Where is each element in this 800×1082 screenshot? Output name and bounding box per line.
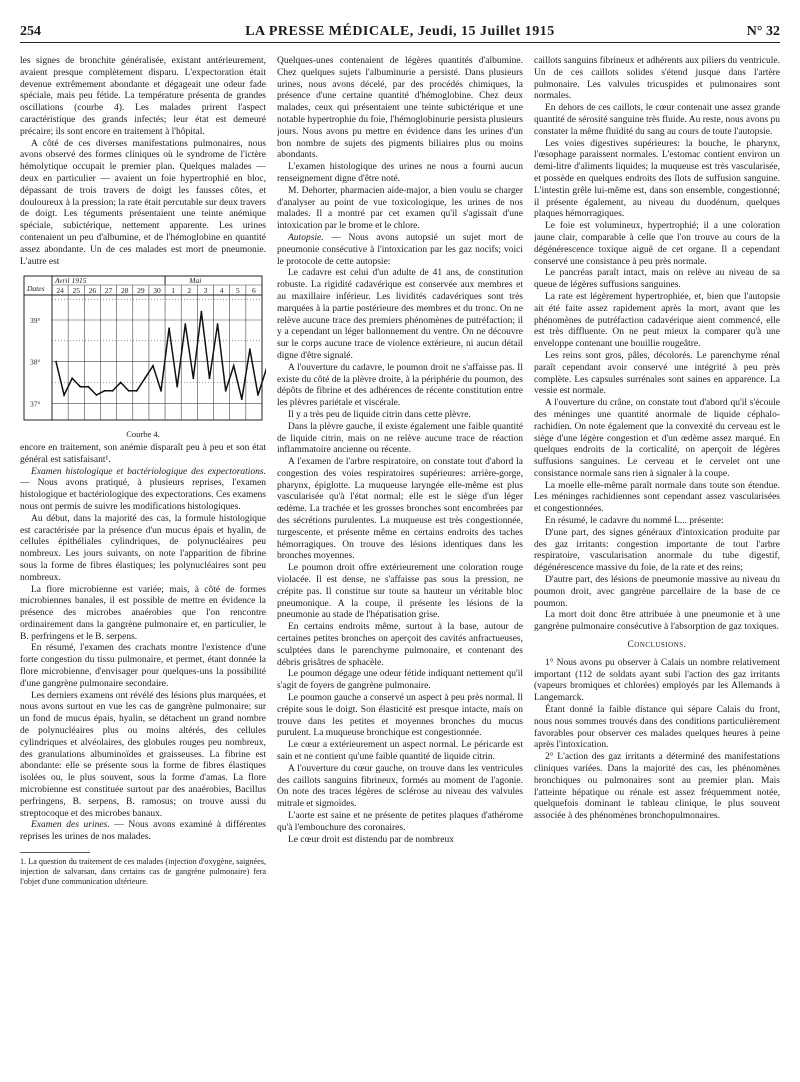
paragraph: La flore microbienne est variée; mais, à côté de formes microbiennes banales, il est possible de mettre en évidence la présence des microbes anaérobies que l'on rencontre ordinairement dans la gangrène pulmonaire et, en particulier, le B. perfringens et le B. serpens.: [20, 584, 266, 642]
temperature-point: [55, 361, 57, 363]
paragraph: A l'ouverture du crâne, on constate tout d'abord qu'il s'écoule des méninges une quantité anormale de liquide céphalo-rachidien. On note également que la convexité du cerveau est le siège d'une légère congestion et d'un œdème assez marqué. En quelques endroits de la corticalité, on aperçoit de légères suffusions sanguines. Le cerveau et le cervelet ont une consistance normale sans rien à signaler à la coupe.: [534, 398, 780, 479]
temperature-point: [128, 390, 130, 392]
temperature-tick-label: 39°: [30, 316, 41, 326]
dates-label: Dates: [27, 284, 45, 294]
paragraph: Le poumon droit offre extérieurement une coloration rouge violacée. Il est dense, ne s'affaisse pas sous la pression, ne crépite pas. Il constitue sur toute sa hauteur un véritable bloc pneumonique. A la coupe, il présente les lésions de la pneumonie au stade de l'hépatisation grise.: [277, 563, 523, 621]
temperature-point: [63, 394, 65, 396]
paragraph: Le cœur a extérieurement un aspect normal. Le péricarde est sain et ne contient qu'une faible quantité de liquide citrin.: [277, 740, 523, 763]
temperature-point: [104, 390, 106, 392]
month-label: Avril 1915: [55, 276, 87, 286]
temperature-point: [120, 382, 122, 384]
date-label: 4: [219, 286, 224, 296]
date-label: 28: [120, 286, 129, 296]
paragraph: En dehors de ces caillots, le cœur contenait une assez grande quantité de sérosité sanguine très fluide. Au reste, nous avons pu constater la même fluidité du sang au cours de toute l'autopsie.: [534, 103, 780, 137]
temperature-point: [201, 311, 203, 313]
date-label: 30: [153, 286, 161, 296]
date-label: 3: [203, 286, 208, 296]
paragraph: En résumé, le cadavre du nommé L... présente:: [545, 516, 724, 527]
paragraph: Le poumon dégage une odeur fétide indiquant nettement qu'il s'agit de foyers de gangrène pulmonaire.: [277, 669, 523, 692]
temperature-point: [96, 394, 98, 396]
page-header: [20, 24, 780, 43]
temperature-point: [257, 394, 259, 396]
column-middle: [277, 56, 523, 1076]
paragraph: Examen des urines. — Nous avons examiné à différentes reprises les urines de nos malades.: [20, 820, 266, 843]
temperature-chart: [20, 272, 266, 424]
temperature-point: [176, 386, 178, 388]
paragraph: A l'examen de l'arbre respiratoire, on constate tout d'abord la congestion des voies respiratoires supérieures: arrière-gorge, pharynx, épiglotte. La muqueuse laryngée elle-même est plus vascularisée qu'à l'état normal; elle est le siège d'un léger œdème. La trachée et les grosses bronches sont encombrées par des sécrétions purulentes. La muqueuse est très congestionnée, turgescente, et présente même en certains endroits des taches hémorragiques. On trouve des lésions identiques dans les bronches moyennes.: [277, 457, 523, 562]
temperature-tick-label: 38°: [30, 358, 41, 368]
temperature-point: [71, 378, 73, 380]
paragraph: Examen histologique et bactériologique des expectorations. — Nous avons pratiqué, à plusieurs reprises, l'examen histologique et bactériologique des expectorations. Ces examens nous ont permis de suivre les modifications histologiques.: [20, 466, 266, 512]
paragraph: En résumé, l'examen des crachats montre l'existence d'une forte congestion du tissu pulmonaire, et permet, étant donnée la flore microbienne, d'envisager pour quelques-uns la possibilité d'une gangrène pulmonaire secondaire.: [20, 643, 266, 689]
temperature-point: [225, 390, 227, 392]
chart-frame: [24, 276, 262, 420]
footnote-rule: [20, 852, 90, 853]
temperature-point: [152, 365, 154, 367]
month-label: Mai: [189, 276, 202, 286]
paragraph: encore en traitement, son anémie disparaît peu à peu et son état général est satisfaisant¹.: [20, 442, 266, 465]
temperature-point: [233, 365, 235, 367]
paragraph: D'une part, des signes généraux d'intoxication produite par des gaz irritants: congestion importante de tout l'arbre respiratoire, vascularisation anormale du tube digestif, dégénérescence massive du foie, de la rate et des reins;: [534, 527, 780, 574]
paragraph: Autopsie. — Nous avons autopsié un sujet mort de pneumonie consécutive à l'intoxication par les gaz nocifs; voici le protocole de cette autopsie:: [277, 232, 523, 267]
paragraph: Étant donné la faible distance qui sépare Calais du front, nous nous sommes trouvés dans des conditions particulièrement favorables pour observer ces malades quelques heures à peine après l'intoxication.: [534, 705, 780, 751]
paragraph: Au début, dans la majorité des cas, la formule histologique est caractérisée par la présence d'un mucus épais et hyalin, de cellules épithéliales cylindriques, de polynucléaires peu nombreux. Les jours suivants, on note l'apparition de fibrine sous la forme de fibres élastiques; les polynucléaires sont peu nombreux.: [20, 513, 266, 583]
paragraph: La moelle elle-même paraît normale dans toute son étendue. Les méninges rachidiennes sont cependant assez vascularisées et congestionnées.: [534, 480, 780, 515]
date-label: 29: [137, 286, 145, 296]
conclusions-heading: Conclusions.: [627, 640, 687, 651]
date-label: 24: [56, 286, 64, 296]
paragraph: 1° Nous avons pu observer à Calais un nombre relativement important (112 de soldats ayant subi l'action des gaz irritants (vapeurs bromiques et chlorées) employés par les Allemands à Langemarck.: [534, 657, 780, 704]
temperature-point: [217, 324, 219, 326]
page-number: 254: [20, 24, 41, 39]
temperature-series-line: [56, 312, 266, 400]
paragraph: Dans la plèvre gauche, il existe également une faible quantité de liquide citrin, mais on ne relève aucune trace de réaction inflammatoire ancienne ou récente.: [277, 421, 523, 456]
paragraph: Il y a très peu de liquide citrin dans cette plèvre.: [288, 409, 471, 420]
date-label: 2: [187, 286, 192, 296]
paragraph: Le pancréas paraît intact, mais on relève au niveau de sa queue de légères suffusions sanguines.: [534, 268, 780, 291]
paragraph: les signes de bronchite généralisée, existant antérieurement, avaient presque complètement disparu. L'expectoration était devenue extrêmement abondante et dégageait une odeur fade spéciale, mais peu fétide. La température présenta de grandes oscillations (courbe 4). Les malades prirent l'aspect caractéristique des grands infectés; leur état est demeuré précaire; ils sont encore en traitement à l'hôpital.: [20, 56, 266, 137]
paragraph: Le cadavre est celui d'un adulte de 41 ans, de constitution robuste. La rigidité cadavérique est conservée aux membres et au maxillaire inférieur. Les lividités cadavériques sont très marquées à la partie postérieure des membres et du tronc. On ne relève aucune trace des premiers phénomènes de putréfaction; il y a cependant un léger ballonnement du ventre. On ne découvre sur le corps aucune trace de violence extérieure, ni aucun détail digne d'être signalé.: [277, 268, 523, 361]
paragraph: 2° L'action des gaz irritants a déterminé des manifestations cliniques variées. Dans la majorité des cas, les phénomènes bronchiques ou pulmonaires sont au premier plan. Mais l'atteinte hépatique ou rénale est assez fréquemment notée, quelquefois dominant le tableau clinique, le plus souvent associée à des phénomènes bronchopulmonaires.: [534, 752, 780, 822]
temperature-point: [87, 386, 89, 388]
date-label: 27: [104, 286, 113, 296]
paragraph: Les voies digestives supérieures: la bouche, le pharynx, l'œsophage paraissent normales. L'estomac contient environ un demi-litre d'aliments liquides; la muqueuse est très vascularisée, et possède en quelques endroits des îlots de suffusion sanguine. L'intestin grêle lui-même est, dans son ensemble, congestionné; il présente également, au niveau du duodénum, quelques plaques hémorragiques.: [534, 138, 780, 220]
temperature-point: [249, 349, 251, 351]
paragraph: L'aorte est saine et ne présente de petites plaques d'athérome qu'à l'embouchure des coronaires.: [277, 811, 523, 833]
paragraph: Les derniers examens ont révélé des lésions plus marquées, et nous avons surtout en vue les cas de gangrène pulmonaire; sur un fond de mucus épais, hyalin, se détachent un grand nombre de polynucléaires plus ou moins altérés, des cellules cylindriques et alvéolaires, des globules rouges peu nombreux, des granulations albuminoïdes et graisseuses. La fibrine est abondante: elle se présente sous la forme de fibres élastiques isolées ou, le plus souvent, sous la forme d'amas. La flore microbienne est constituée surtout par des anaérobies, Bacillus perfringens, B. serpens, B. ramosus; on trouve aussi du streptocoque et des microbes banaux.: [20, 690, 266, 819]
section-title: Autopsie.: [288, 232, 324, 243]
temperature-point: [184, 324, 186, 326]
paragraph: Quelques-unes contenaient de légères quantités d'albumine. Chez quelques sujets l'albuminurie a persisté. Dans plusieurs urines, nous avons décelé, par des procédés chimiques, la présence d'une certaine quantité d'hémoglobine. Chez deux malades, ceux qui présentaient une teinte subictérique et une notable hypertrophie du foie, l'hémoglobinurie persista plusieurs jours. Nous avons pu mettre en évidence dans les urines d'un bon nombre de sujets des pigments biliaires plus ou moins abondants.: [277, 56, 523, 161]
temperature-point: [209, 378, 211, 380]
paragraph: A l'ouverture du cœur gauche, on trouve dans les ventricules des caillots sanguins fibrineux, formés au moment de l'agonie. On note des traces légères de sclérose au niveau des valvules mitrale et sigmoïdes.: [277, 763, 523, 810]
paragraph: Les reins sont gros, pâles, décolorés. Le parenchyme rénal paraît cependant avoir conservé une intégrité à peu près complète. Les capsules surrénales sont saines en apparence. La vessie est normale.: [534, 350, 780, 397]
temperature-point: [168, 328, 170, 330]
date-label: 6: [252, 286, 256, 296]
temperature-point: [79, 386, 81, 388]
paragraph: Le foie est volumineux, hypertrophié; il a une coloration jaune clair, comparable à celle que l'on trouve au cours de la dégénérescence toxique aiguë de cet organe. Il a cependant conservé une consistance à peu près normale.: [534, 221, 780, 267]
paragraph: L'examen histologique des urines ne nous a fourni aucun renseignement digne d'être noté.: [277, 162, 523, 184]
paragraph: A côté de ces diverses manifestations pulmonaires, nous avons observé des formes cliniques où le syndrome de l'ictère hémolytique occupait le premier plan. Quelques malades — deux en particulier — avaient un foie hypertrophié en bloc, dépassant de trois travers de doigt les fausses côtes, et douloureux à la pression; la rate était percutable sur deux travers de doigt. Les téguments présentaient une teinte anémique spéciale, subictérique, nettement apparente. Les urines contenaient un peu d'albumine, et de l'hémoglobine en quantité assez abondante. Un de ces malades est mort de pneumonie. L'autre est: [20, 138, 266, 267]
temperature-point: [192, 378, 194, 380]
date-label: 26: [88, 286, 97, 296]
temperature-point: [136, 390, 138, 392]
date-label: 5: [235, 286, 240, 296]
temperature-tick-label: 37°: [30, 399, 41, 409]
paragraph: caillots sanguins fibrineux et adhérents aux piliers du ventricule. Un de ces caillots solides s'étend jusque dans l'artère pulmonaire. Les valvules tricuspides et pulmonaires sont normales.: [534, 56, 780, 102]
date-label: 25: [72, 286, 80, 296]
temperature-point: [144, 378, 146, 380]
paragraph: A l'ouverture du cadavre, le poumon droit ne s'affaisse pas. Il existe du côté de la plèvre droite, à la périphérie du poumon, des dépôts de fibrine et des adhérences de récente constitution entre les plèvres pariétale et viscérale.: [277, 362, 523, 409]
chart-caption: Courbe 4.: [126, 429, 160, 440]
temperature-point: [160, 390, 162, 392]
section-title: Examen histologique et bactériologique des expectorations.: [31, 466, 266, 477]
paragraph: Le cœur droit est distendu par de nombreux: [288, 834, 454, 845]
column-left: [20, 56, 266, 1076]
paragraph: Le poumon gauche a conservé un aspect à peu près normal. Il crépite sous le doigt. Son élasticité est presque intacte, mais on trouve dans les petites et moyennes bronches du mucus purulent. La muqueuse bronchique est congestionnée.: [277, 693, 523, 739]
journal-title: LA PRESSE MÉDICALE, Jeudi, 15 Juillet 1915: [245, 24, 555, 39]
temperature-chart-figure: [20, 272, 266, 441]
issue-number: N° 32: [746, 24, 780, 39]
temperature-point: [112, 390, 114, 392]
paragraph: En certains endroits même, surtout à la base, autour de certaines petites bronches on aperçoit des cavités anfractueuses, sculptées dans le parenchyme pulmonaire, et contenant des débris grisâtres de sphacèle.: [277, 622, 523, 668]
paragraph: D'autre part, des lésions de pneumonie massive au niveau du poumon droit, avec gangrène parcellaire de la base de ce poumon.: [534, 575, 780, 609]
section-title: Examen des urines.: [31, 820, 110, 831]
column-right: [534, 56, 780, 1076]
footnote: 1. La question du traitement de ces malades (injection d'oxygène, saignées, injection de salvarsan, dans certains cas de gangrène pulmonaire) fera l'objet d'une communication ultérieure.: [20, 857, 266, 887]
paragraph: La rate est légèrement hypertrophiée, et, bien que l'autopsie ait été faite assez rapidement après la mort, avant que les phénomènes de putréfaction cadavérique aient commencé, elle est très diffluente. On ne peut mieux la comparer qu'à une enveloppe contenant une bouillie rougeâtre.: [534, 291, 780, 350]
paragraph: M. Dehorter, pharmacien aide-major, a bien voulu se charger d'analyser au point de vue toxicologique, les urines de nos malades. Il a montré par cet examen qu'il s'agissait d'une intoxication par le brome et le chlore.: [277, 185, 523, 232]
date-label: 1: [171, 286, 176, 296]
temperature-point: [241, 399, 243, 401]
paragraph: La mort doit donc être attribuée à une pneumonie et à une gangrène pulmonaire consécutive à l'absorption de gaz toxiques.: [534, 610, 780, 633]
